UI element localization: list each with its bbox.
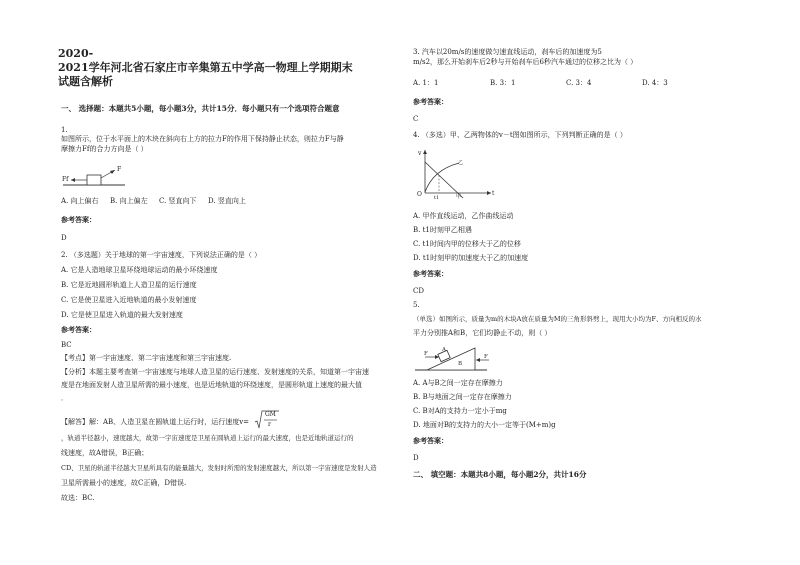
q4-origin-label: O [417, 191, 422, 198]
q1-fig-label-ff: Ff [62, 176, 69, 183]
q1-option-b: B. 向上偏左 [110, 197, 148, 205]
q3-answer-label: 参考答案： [413, 97, 448, 106]
q1-fig-label-f: F [117, 166, 122, 173]
q2-option-d: D. 它是使卫星进入轨道的最大发射速度 [61, 311, 183, 319]
q4-vt-graph [415, 148, 495, 200]
q4-jia-label: 甲 [456, 194, 462, 200]
q3-option-b: B. 3：1 [490, 79, 516, 87]
q4-t1-label: t1 [434, 195, 440, 201]
q1-answer-label: 参考答案： [61, 215, 96, 224]
q3-option-a: A. 1：1 [413, 79, 439, 87]
q5-block-a-label: A [442, 347, 446, 353]
q2-solution-line3: 线速度，故A错误，B正确； [61, 449, 149, 457]
q4-option-b: B. t1时刻甲乙相遇 [413, 226, 472, 234]
q2-option-c: C. 它是使卫星进入近地轨道的最小发射速度 [61, 296, 197, 304]
q3-stem-line2: m/s2，那么开始刹车后2秒与开始刹车后6秒汽车通过的位移之比为（ ） [413, 58, 638, 66]
q2-analysis-line2: 【分析】本题主要考查第一宇宙速度与地球人造卫星的运行速度、发射速度的关系，知道第一宇宙速 [61, 368, 369, 376]
q2-analysis-line4: ． [61, 394, 68, 402]
q5-number: 5. [413, 301, 420, 309]
q2-solution-line1: 【解答】解：AB、人造卫星在圆轨道上运行时，运行速度v= [61, 418, 250, 426]
q2-analysis-line1: 【考点】第一宇宙速度、第二宇宙速度和第三宇宙速度. [61, 354, 232, 362]
q1-number: 1. [61, 126, 68, 134]
q1-option-c: C. 竖直向下 [159, 197, 197, 205]
q1-answer: D [61, 234, 67, 242]
q5-answer: D [413, 454, 419, 462]
q5-option-b: B. B与地面之间一定存在摩擦力 [413, 393, 512, 401]
q1-stem-line1: 如图所示，位于水平面上的木块在斜向右上方的拉力F的作用下保持静止状态，则拉力F与静 [61, 135, 344, 143]
q4-option-c: C. t1时间内甲的位移大于乙的位移 [413, 240, 521, 248]
q4-option-d: D. t1时刻甲的加速度大于乙的加速度 [413, 254, 529, 262]
q3-answer: C [413, 115, 419, 123]
q4-answer: CD [413, 287, 424, 295]
q1-stem-line2: 摩擦力Ff的合力方向是（ ） [61, 145, 148, 153]
q2-stem: 2. （多选题）关于地球的第一宇宙速度，下列说法正确的是（ ） [61, 251, 262, 259]
q5-option-d: D. 地面对B的支持力的大小一定等于(M+m)g [413, 421, 556, 429]
section1-heading: 一、 选择题：本题共5小题，每小题3分，共计15分．每小题只有一个选项符合题意 [61, 104, 340, 113]
formula-denominator: r [268, 421, 271, 428]
q3-stem-line1: 3. 汽车以20m/s的速度做匀速直线运动，刹车后的加速度为5 [413, 48, 602, 56]
q2-option-b: B. 它是近地圆形轨道上人造卫星的运行速度 [61, 281, 197, 289]
q5-stem-line1: （单选）如图所示，质量为m的木块A放在质量为M的三角形斜劈上，现用大小均为F、方向相反的水 [413, 315, 702, 323]
formula-numerator: GM [265, 411, 276, 418]
doc-title-line2: 2021学年河北省石家庄市辛集第五中学高一物理上学期期末 [58, 61, 353, 74]
q2-solution-line6: 故选：BC. [61, 494, 95, 502]
section2-heading: 二、 填空题：本题共8小题，每小题2分，共计16分 [413, 470, 587, 479]
q4-option-a: A. 甲作直线运动，乙作曲线运动 [413, 212, 514, 220]
q2-solution-line2: ，轨道半径越小，速度越大，故第一宇宙速度是卫星在圆轨道上运行的最大速度，也是近地轨道运行的 [61, 434, 354, 442]
doc-title-line1: 2020- [58, 47, 94, 60]
q2-option-a: A. 它是人造地球卫星环绕地球运动的最小环绕速度 [61, 266, 218, 274]
q3-option-c: C. 3：4 [566, 79, 592, 87]
q3-option-d: D. 4：3 [642, 79, 668, 87]
q5-wedge-b-label: B [458, 361, 463, 367]
q5-force-left-label: F [424, 351, 428, 357]
q4-axis-v-label: v [418, 150, 422, 157]
q4-stem: 4. （多选）甲、乙两物体的v－t图如图所示，下列判断正确的是（ ） [413, 131, 627, 139]
q2-answer-label: 参考答案： [61, 325, 96, 334]
q1-option-d: D. 竖直向上 [208, 197, 246, 205]
q4-yi-label: 乙 [458, 160, 464, 166]
q1-figure [63, 168, 133, 190]
q2-answer: BC [61, 341, 72, 349]
q5-stem-line2: 平力分别推A和B，它们均静止不动，则（ ） [413, 329, 552, 337]
q1-option-a: A. 向上偏右 [61, 197, 99, 205]
q5-option-c: C. B对A的支持力一定小于mg [413, 407, 507, 415]
q4-axis-t-label: t [492, 190, 495, 197]
q2-solution-line5: 卫星所需最小的速度，故C正确，D错误. [61, 479, 187, 487]
doc-title-line3: 试题含解析 [58, 75, 113, 88]
q2-solution-line4: CD、卫星的轨道半径越大卫星所具有的能量越大，发射时所需的发射速度越大，所以第一宇宙速度是发射人造 [61, 464, 377, 472]
q5-answer-label: 参考答案： [413, 436, 448, 445]
q4-answer-label: 参考答案： [413, 269, 448, 278]
q5-force-right-label: F [484, 354, 488, 360]
q5-option-a: A. A与B之间一定存在摩擦力 [413, 379, 503, 387]
q2-analysis-line3: 度是在地面发射人造卫星所需的最小速度，也是近地轨道的环绕速度，是圆形轨道上速度的最大值 [61, 381, 362, 389]
